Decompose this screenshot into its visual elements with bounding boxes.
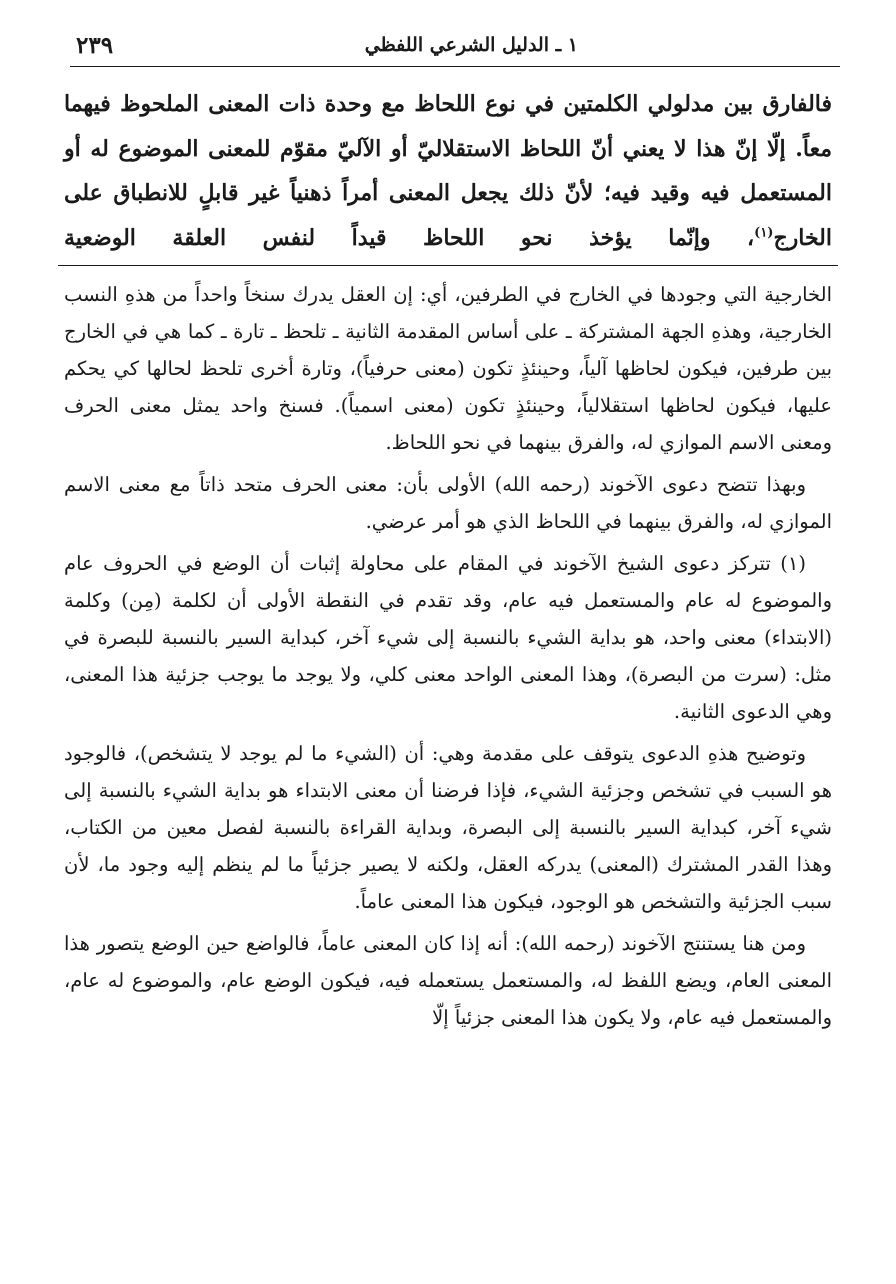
page-number: ٢٣٩ xyxy=(76,32,114,59)
main-body-text xyxy=(64,82,832,260)
footnote-paragraph: وبهذا تتضح دعوى الآخوند (رحمه الله) الأولى بأن: معنى الحرف متحد ذاتاً مع معنى الاسم الموازي له، والفرق بينهما في اللحاظ الذي هو أمر عرضي. xyxy=(64,473,832,533)
main-body-text-end: ، وإنّما يؤخذ نحو اللحاظ قيداً لنفس العلقة الوضعية xyxy=(64,224,755,251)
footnote-paragraph: الخارجية التي وجودها في الخارج في الطرفين، أي: إن العقل يدرك سنخاً واحداً من هذهِ النسب الخارجية، وهذهِ الجهة المشتركة ـ على أساس المقدمة الثانية ـ تلحظ ـ تارة ـ كما هي في الخارج بين طرفين، فيكون لحاظها آلياً، وحينئذٍ تكون (معنى حرفياً)، وتارة أخرى تلحظ لحالها كي يحكم عليها، فيكون لحاظها استقلالياً، وحينئذٍ تكون (معنى اسمياً). فسنخ واحد يمثل معنى الحرف ومعنى الاسم الموازي له، والفرق بينهما في نحو اللحاظ. xyxy=(64,283,832,454)
footnotes-section xyxy=(64,276,832,1041)
running-title: ١ ـ الدليل الشرعي اللفظي xyxy=(364,34,578,56)
page-header xyxy=(70,28,840,67)
main-body-text-start: فالفارق بين مدلولي الكلمتين في نوع اللحاظ مع وحدة ذات المعنى الملحوظ فيهما معاً. إلّا إنّ هذا لا يعني أنّ اللحاظ الاستقلاليّ أو الآليّ مقوّم للمعنى الموضوع له أو المستعمل فيه وقيد فيه؛ لأنّ ذلك يجعل المعنى أمراً ذهنياً غير قابلٍ للانطباق على الخارج xyxy=(64,91,832,251)
footnote-paragraph: ومن هنا يستنتج الآخوند (رحمه الله): أنه إذا كان المعنى عاماً، فالواضع حين الوضع يتصور هذا المعنى العام، ويضع اللفظ له، والمستعمل يستعمله فيه، فيكون الوضع عام، والموضوع له عام، والمستعمل فيه عام، ولا يكون هذا المعنى جزئياً إلّا xyxy=(64,932,832,1029)
footnote-paragraph: وتوضيح هذهِ الدعوى يتوقف على مقدمة وهي: أن (الشيء ما لم يوجد لا يتشخص)، فالوجود هو السبب في تشخص وجزئية الشيء، فإذا فرضنا أن معنى الابتداء هو بداية الشيء بالنسبة إلى شيء آخر، كبداية السير بالنسبة إلى البصرة، وبداية القراءة بالنسبة لفصل معين من الكتاب، وهذا القدر المشترك (المعنى) يدركه العقل، ولكنه لا يصير جزئياً ما لم ينظم إليه وجود ما، لأن سبب الجزئية والتشخص هو الوجود، فيكون هذا المعنى عاماً. xyxy=(64,742,832,913)
footnote-reference: (١) xyxy=(754,225,774,241)
footnote-paragraph: (١) تتركز دعوى الشيخ الآخوند في المقام على محاولة إثبات أن الوضع في الحروف عام والموضوع له عام والمستعمل فيه عام، وقد تقدم في النقطة الأولى أن لكلمة (مِن) وكلمة (الابتداء) معنى واحد، هو بداية الشيء بالنسبة إلى شيء آخر، كبداية السير بالنسبة للبصرة في مثل: (سرت من البصرة)، وهذا المعنى الواحد معنى كلي، ولا يوجد ما يوجب جزئية هذا المعنى، وهي الدعوى الثانية. xyxy=(64,552,832,723)
footnote-separator xyxy=(58,265,838,266)
